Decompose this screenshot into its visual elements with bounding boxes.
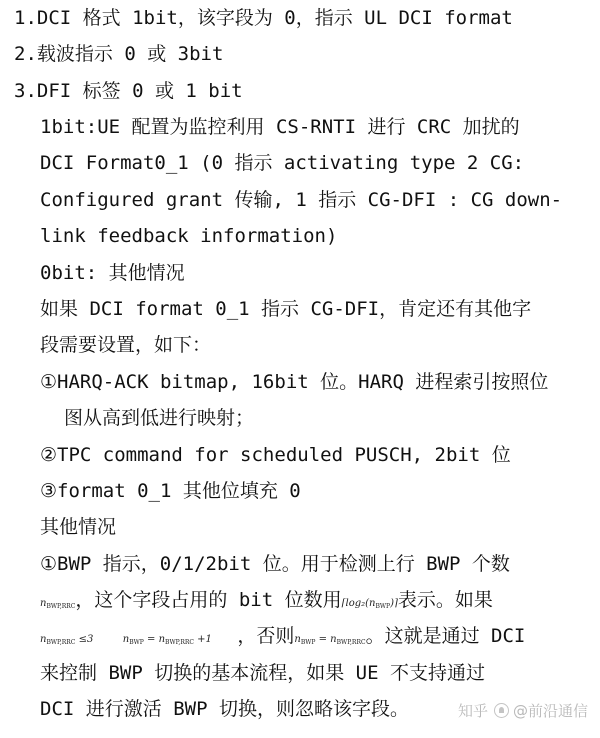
list-item-2: 2.载波指示 0 或 3bit <box>14 43 224 65</box>
n-bwp-rrc-formula: $n_{BWP,RRC}$ <box>40 598 76 610</box>
dfi-1bit-line-3: Configured grant 传输, 1 指示 CG-DFI : CG down- <box>40 189 563 211</box>
bwp-line-2: $n_{BWP,RRC}$，这个字段占用的 bit 位数用$⌈\log_2(n_{BWP})⌉$表示。如果 <box>40 589 493 611</box>
other-cases-heading: 其他情况 <box>40 516 117 538</box>
watermark-author: @前沿通信 <box>512 702 588 720</box>
cgdfi-item-1-line-2: 图从高到低进行映射； <box>64 407 255 429</box>
dfi-1bit-line-2: DCI Format0_1 (0 指示 activating type 2 CG: <box>40 152 525 174</box>
cgdfi-item-1-line-1: ①HARQ-ACK bitmap, 16bit 位。HARQ 进程索引按照位 <box>40 371 549 393</box>
log2-formula: $⌈\log_2(n_{BWP})⌉$ <box>341 598 398 610</box>
cond-formula-1: $n_{BWP,RRC} \le 3$ <box>40 634 94 646</box>
dfi-1bit-line-4: link feedback information) <box>40 225 338 247</box>
bwp-line-1: ①BWP 指示，0/1/2bit 位。用于检测上行 BWP 个数 <box>40 553 510 575</box>
bwp-line-3: $n_{BWP,RRC} \le 3$ $n_{BWP} = n_{BWP,RRC} +1$ ，否则$n_{BWP} = n_{BWP,RRC}$。这就是通过 DCI <box>40 625 526 647</box>
cgdfi-intro-line-1: 如果 DCI format 0_1 指示 CG-DFI，肯定还有其他字 <box>40 298 532 320</box>
avatar-icon <box>494 703 509 718</box>
cgdfi-intro-line-2: 段需要设置，如下： <box>40 334 212 356</box>
bwp-line-5: DCI 进行激活 BWP 切换，则忽略该字段。 <box>40 698 409 720</box>
list-item-1: 1.DCI 格式 1bit，该字段为 0，指示 UL DCI format <box>14 7 513 29</box>
dfi-0bit-line: 0bit: 其他情况 <box>40 262 185 284</box>
watermark-site: 知乎 <box>457 702 488 720</box>
list-item-3: 3.DFI 标签 0 或 1 bit <box>14 80 243 102</box>
cgdfi-item-2: ②TPC command for scheduled PUSCH, 2bit 位 <box>40 444 511 466</box>
dfi-1bit-line-1: 1bit:UE 配置为监控利用 CS-RNTI 进行 CRC 加扰的 <box>40 116 520 138</box>
bwp-line-4: 来控制 BWP 切换的基本流程，如果 UE 不支持通过 <box>40 662 485 684</box>
cond-formula-3: $n_{BWP} = n_{BWP,RRC}$ <box>294 634 366 646</box>
watermark <box>458 700 588 721</box>
cgdfi-item-3: ③format 0_1 其他位填充 0 <box>40 480 301 502</box>
cond-formula-2: $n_{BWP} = n_{BWP,RRC} +1$ <box>122 634 212 646</box>
